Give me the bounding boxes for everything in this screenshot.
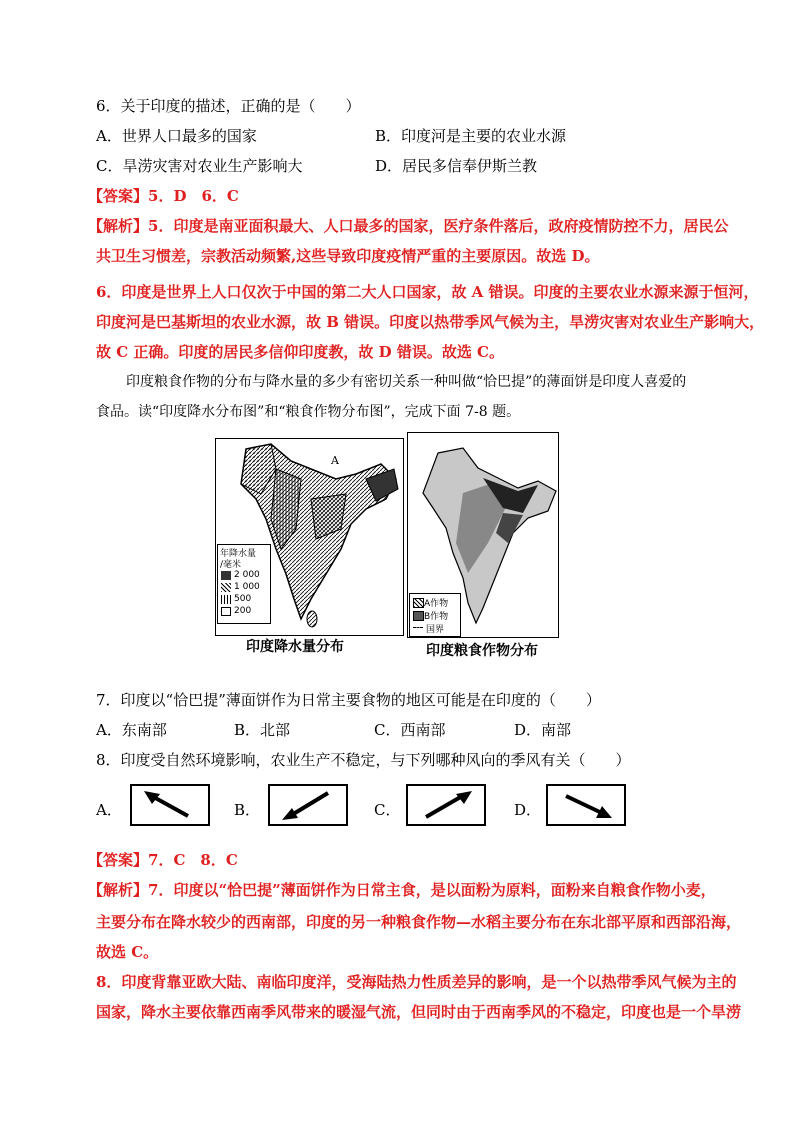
legend-title: 年降水量 xyxy=(220,549,257,559)
legend-item: 国界 xyxy=(426,625,445,635)
legend-unit: /毫米 xyxy=(220,560,242,570)
arrow-southeast-icon xyxy=(546,784,626,826)
answer-text: 5．D 6．C xyxy=(148,187,239,205)
arrow-southwest-icon xyxy=(268,784,348,826)
question-6-option-a: A．世界人口最多的国家 xyxy=(96,127,257,145)
question-8-option-c: C． xyxy=(374,801,401,819)
precipitation-legend xyxy=(217,544,271,624)
answer-tag: 【答案】 xyxy=(88,851,149,869)
analysis-2-line-2: 主要分布在降水较少的西南部，印度的另一种粮食作物—水稻主要分布在东北部平原和西部沿海， xyxy=(96,913,742,931)
question-8-option-b: B． xyxy=(234,801,261,819)
question-8-option-d: D． xyxy=(514,801,542,819)
legend-item: 200 xyxy=(234,606,252,616)
answer-tag: 【答案】 xyxy=(88,187,149,205)
analysis-tag: 【解析】 xyxy=(88,881,149,899)
analysis-2-line-1 xyxy=(88,880,716,900)
analysis-1-line-3: 6．印度是世界上人口仅次于中国的第二大人口国家，故 A 错误。印度的主要农业水源来源于恒河， xyxy=(96,283,759,301)
question-6-stem: 6．关于印度的描述，正确的是（ ） xyxy=(96,97,361,115)
analysis-1-line-4: 印度河是巴基斯坦的农业水源，故 B 错误。印度以热带季风气候为主，旱涝灾害对农业生产影响大， xyxy=(96,313,765,331)
analysis-2-line-3: 故选 C。 xyxy=(96,943,159,961)
analysis-2-line-5: 国家，降水主要依靠西南季风带来的暖湿气流，但同时由于西南季风的不稳定，印度也是一个旱涝 xyxy=(96,1003,742,1021)
precipitation-map xyxy=(215,438,404,636)
analysis-text: 5．印度是南亚面积最大、人口最多的国家，医疗条件落后，政府疫情防控不力，居民公 xyxy=(148,217,729,235)
analysis-tag: 【解析】 xyxy=(88,217,149,235)
arrow-northeast-icon xyxy=(406,784,486,826)
legend-item: A作物 xyxy=(424,599,449,609)
crop-map-caption: 印度粮食作物分布 xyxy=(426,643,538,659)
question-7-option-b: B．北部 xyxy=(234,721,291,739)
label-a: A xyxy=(331,454,339,467)
answer-block-1 xyxy=(88,186,239,206)
question-7-option-c: C．西南部 xyxy=(374,721,446,739)
analysis-1-line-1 xyxy=(88,216,728,236)
precipitation-map-caption: 印度降水量分布 xyxy=(246,639,344,655)
legend-item: 1 000 xyxy=(234,582,260,592)
arrow-northwest-icon xyxy=(130,784,210,826)
analysis-text: 7．印度以“恰巴提”薄面饼作为日常主食，是以面粉为原料，面粉来自粮食作物小麦， xyxy=(148,881,716,899)
answer-block-2 xyxy=(88,850,238,870)
analysis-1-line-5: 故 C 正确。印度的居民多信仰印度教，故 D 错误。故选 C。 xyxy=(96,343,504,361)
question-7-option-a: A．东南部 xyxy=(96,721,167,739)
intro-line-1: 印度粮食作物的分布与降水量的多少有密切关系一种叫做“恰巴提”的薄面饼是印度人喜爱的 xyxy=(126,374,687,390)
legend-item: B作物 xyxy=(424,612,449,622)
analysis-1-line-2: 共卫生习惯差，宗教活动频繁,这些导致印度疫情严重的主要原因。故选 D。 xyxy=(96,247,600,265)
question-7-option-d: D．南部 xyxy=(514,721,572,739)
legend-item: 500 xyxy=(234,594,252,604)
question-6-option-b: B．印度河是主要的农业水源 xyxy=(375,127,567,145)
question-8-stem: 8．印度受自然环境影响，农业生产不稳定，与下列哪种风向的季风有关（ ） xyxy=(96,751,631,769)
question-6-option-c: C．旱涝灾害对农业生产影响大 xyxy=(96,157,303,175)
question-8-option-a: A． xyxy=(96,801,122,819)
question-7-stem: 7．印度以“恰巴提”薄面饼作为日常主要食物的地区可能是在印度的（ ） xyxy=(96,691,601,709)
legend-item: 2 000 xyxy=(234,570,260,580)
answer-text: 7．C 8．C xyxy=(148,851,238,869)
analysis-2-line-4: 8．印度背靠亚欧大陆、南临印度洋，受海陆热力性质差异的影响，是一个以热带季风气候为主的 xyxy=(96,973,737,991)
crop-legend xyxy=(409,593,461,637)
question-6-option-d: D．居民多信奉伊斯兰教 xyxy=(375,157,538,175)
crop-map xyxy=(407,432,559,638)
intro-line-2: 食品。读“印度降水分布图”和“粮食作物分布图”，完成下面 7-8 题。 xyxy=(96,404,521,420)
